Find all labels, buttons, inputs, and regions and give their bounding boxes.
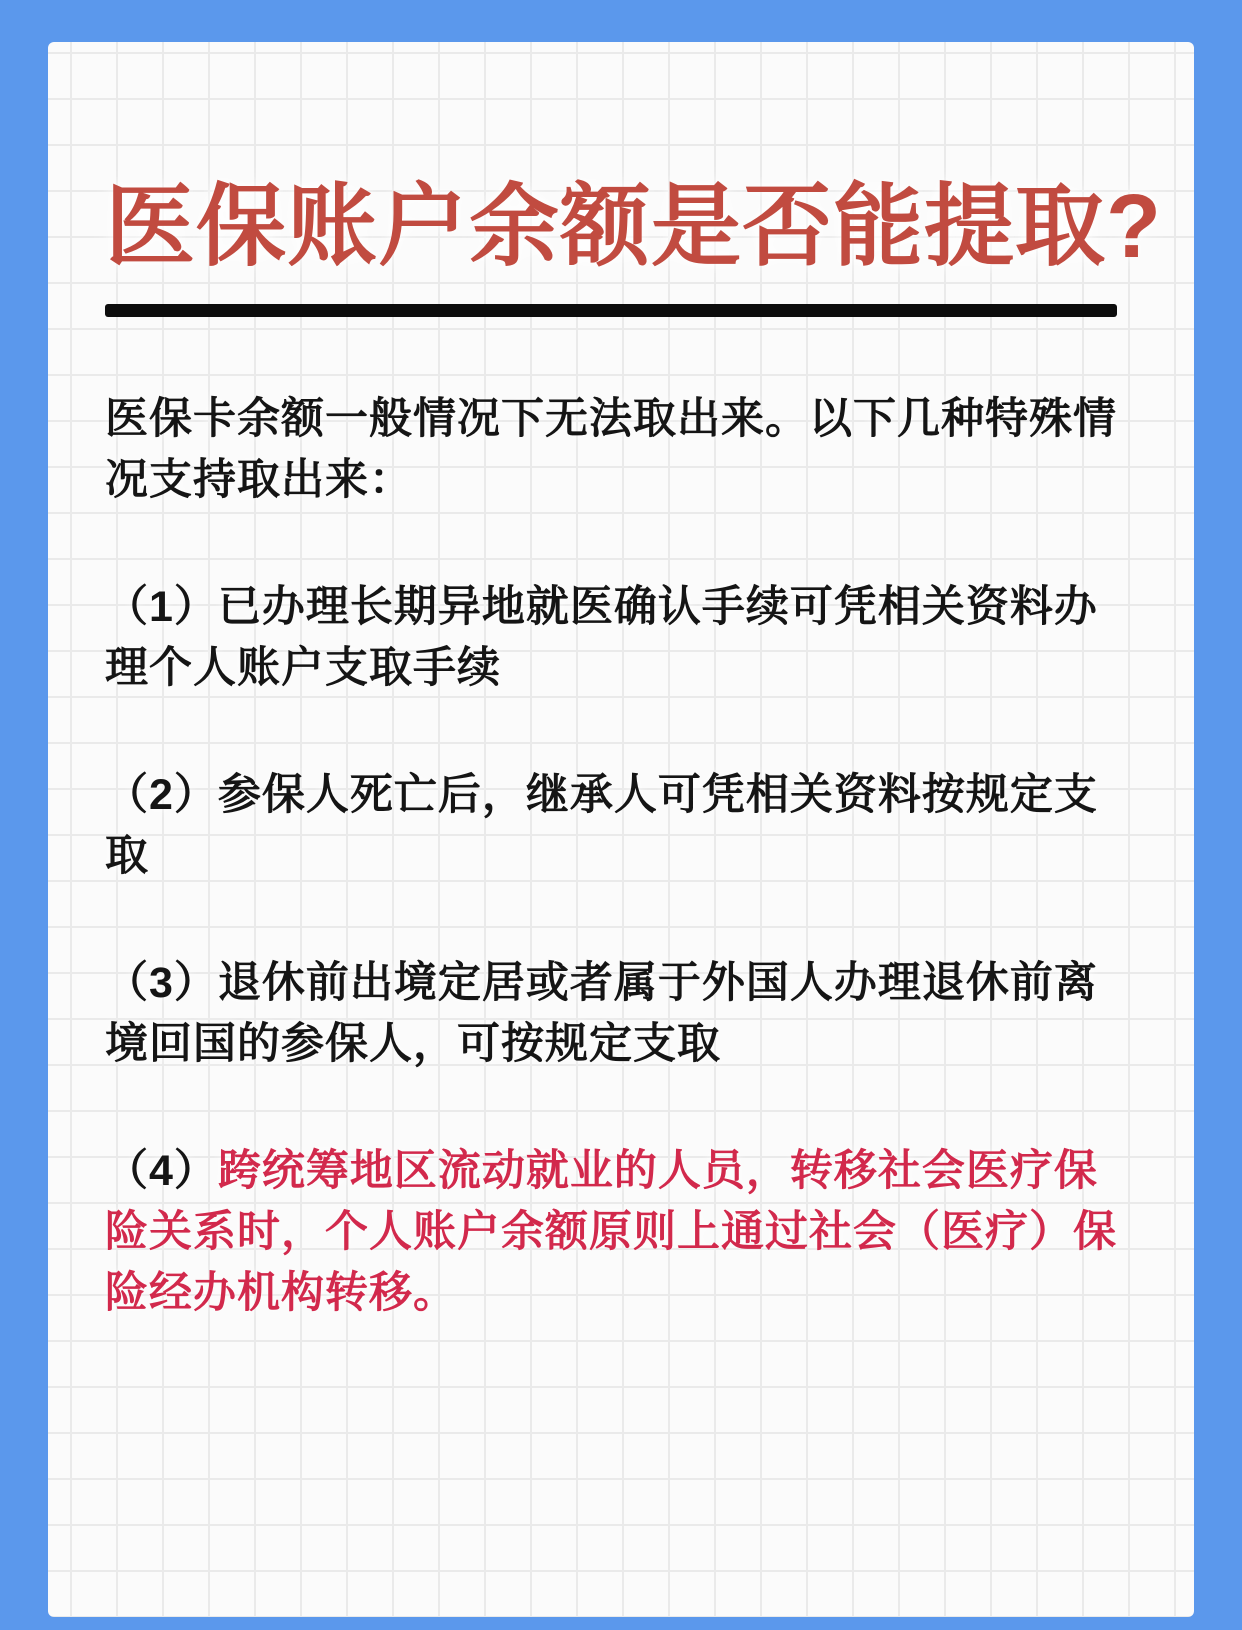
list-item bbox=[105, 1141, 1137, 1324]
list-item bbox=[105, 953, 1137, 1075]
items-list bbox=[105, 577, 1137, 1324]
content-card bbox=[48, 42, 1194, 1617]
list-item bbox=[105, 765, 1137, 887]
card-content bbox=[48, 177, 1194, 1324]
item-number: （2） bbox=[105, 771, 218, 819]
page-title: 医保账户余额是否能提取? bbox=[105, 177, 1162, 277]
list-item bbox=[105, 577, 1137, 699]
item-number: （4） bbox=[105, 1147, 218, 1195]
item-text: 跨统筹地区流动就业的人员，转移社会医疗保险关系时，个人账户余额原则上通过社会（医疗）保险经办机构转移。 bbox=[105, 1147, 1117, 1317]
item-number: （1） bbox=[105, 583, 218, 631]
item-number: （3） bbox=[105, 959, 218, 1007]
item-text: 已办理长期异地就医确认手续可凭相关资料办理个人账户支取手续 bbox=[105, 583, 1098, 692]
title-underline bbox=[105, 304, 1117, 317]
item-text: 退休前出境定居或者属于外国人办理退休前离境回国的参保人，可按规定支取 bbox=[105, 959, 1098, 1068]
intro-paragraph: 医保卡余额一般情况下无法取出来。以下几种特殊情况支持取出来： bbox=[105, 395, 1117, 504]
item-text: 参保人死亡后，继承人可凭相关资料按规定支取 bbox=[105, 771, 1098, 880]
